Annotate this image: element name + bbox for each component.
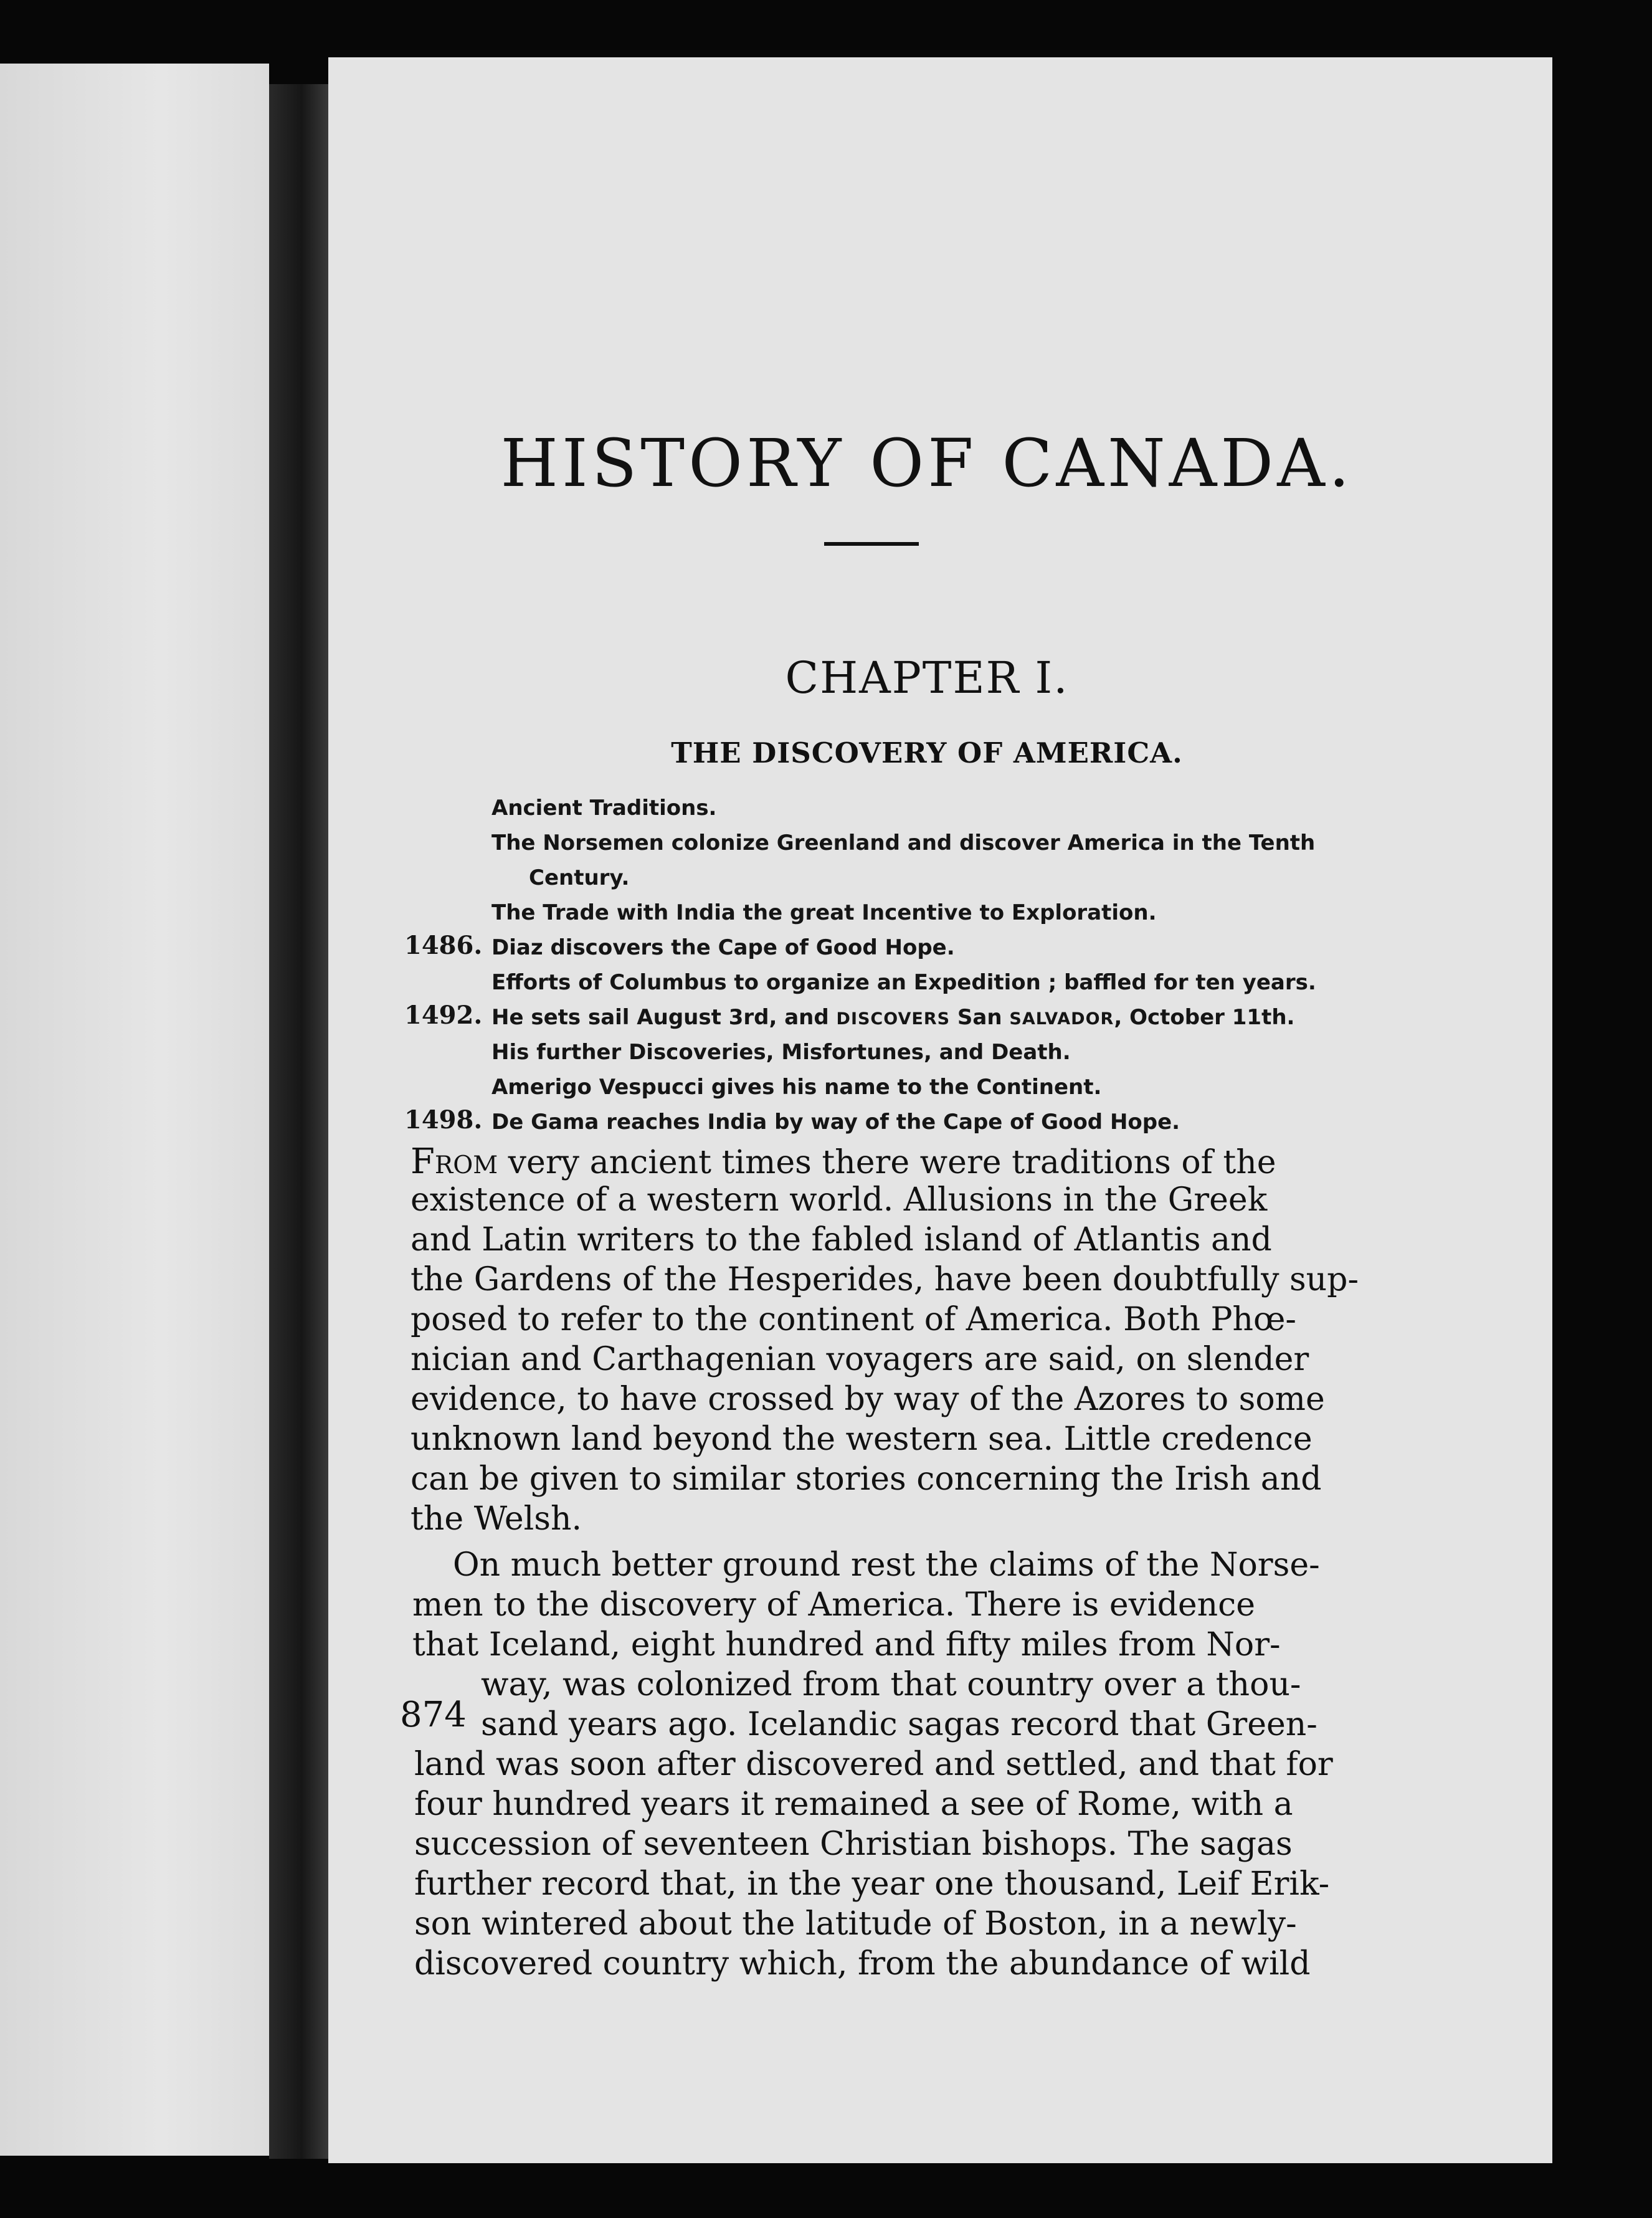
body-line: posed to refer to the continent of America. Both Phœ- xyxy=(411,1301,1296,1338)
synopsis-item: De Gama reaches India by way of the Cape of Good Hope. xyxy=(491,1110,1180,1135)
synopsis-item: His further Discoveries, Misfortunes, and Death. xyxy=(491,1040,1071,1065)
book-page xyxy=(328,57,1552,2163)
chapter-subtitle: THE DISCOVERY OF AMERICA. xyxy=(671,736,1183,769)
synopsis-smallcaps: DISCOVERS xyxy=(836,1009,951,1029)
body-line: way, was colonized from that country over a thou- xyxy=(481,1666,1301,1703)
body-line: nician and Carthagenian voyagers are said, on slender xyxy=(411,1341,1309,1378)
body-line: unknown land beyond the western sea. Little credence xyxy=(411,1421,1313,1458)
body-line: existence of a western world. Allusions in the Greek xyxy=(411,1181,1268,1219)
synopsis-item: Century. xyxy=(529,865,630,890)
synopsis-text: San xyxy=(950,1005,1010,1030)
body-line: and Latin writers to the fabled island of Atlantis and xyxy=(411,1221,1272,1259)
synopsis-text: , October 11th. xyxy=(1114,1005,1295,1030)
body-line: can be given to similar stories concerning the Irish and xyxy=(411,1460,1322,1498)
body-line: succession of seventeen Christian bishops. The sagas xyxy=(414,1825,1293,1863)
book-title: HISTORY OF CANADA. xyxy=(500,425,1354,502)
title-divider xyxy=(824,542,919,546)
synopsis-smallcaps: SALVADOR xyxy=(1009,1009,1114,1029)
body-line: the Welsh. xyxy=(411,1500,582,1538)
synopsis-year: 1492. xyxy=(404,1001,483,1030)
body-line: that Iceland, eight hundred and fifty miles from Nor- xyxy=(412,1626,1281,1664)
opening-word: From xyxy=(411,1141,498,1182)
synopsis-text: He sets sail August 3rd, and xyxy=(491,1005,837,1030)
body-line: son wintered about the latitude of Boston, in a newly- xyxy=(414,1905,1297,1943)
synopsis-item: Amerigo Vespucci gives his name to the Continent. xyxy=(491,1075,1102,1100)
synopsis-item: Diaz discovers the Cape of Good Hope. xyxy=(491,935,955,960)
synopsis-year: 1486. xyxy=(404,931,483,960)
body-line: discovered country which, from the abundance of wild xyxy=(414,1945,1311,1982)
chapter-heading: CHAPTER I. xyxy=(785,652,1069,703)
body-line: four hundred years it remained a see of Rome, with a xyxy=(414,1786,1293,1823)
body-line: the Gardens of the Hesperides, have been doubtfully sup- xyxy=(411,1261,1359,1298)
synopsis-item: Ancient Traditions. xyxy=(491,796,717,821)
synopsis-item xyxy=(491,1005,1294,1030)
book-gutter xyxy=(269,84,328,2159)
body-line: evidence, to have crossed by way of the Azores to some xyxy=(411,1381,1325,1418)
body-line: land was soon after discovered and settled, and that for xyxy=(414,1746,1333,1783)
synopsis-item: The Norsemen colonize Greenland and discover America in the Tenth xyxy=(491,831,1316,855)
body-line xyxy=(411,1141,1276,1182)
facing-page xyxy=(0,64,269,2156)
synopsis-item: Efforts of Columbus to organize an Expedition ; baffled for ten years. xyxy=(491,970,1316,995)
body-line: further record that, in the year one thousand, Leif Erik- xyxy=(414,1865,1330,1903)
synopsis-year: 1498. xyxy=(404,1105,483,1135)
margin-year-note: 874 xyxy=(400,1695,467,1735)
body-line-text: very ancient times there were traditions of the xyxy=(498,1144,1276,1181)
body-line: sand years ago. Icelandic sagas record that Green- xyxy=(481,1706,1317,1743)
body-line: On much better ground rest the claims of the Norse- xyxy=(453,1546,1320,1584)
synopsis-item: The Trade with India the great Incentive to Exploration. xyxy=(491,900,1157,925)
body-line: men to the discovery of America. There is evidence xyxy=(412,1586,1256,1624)
